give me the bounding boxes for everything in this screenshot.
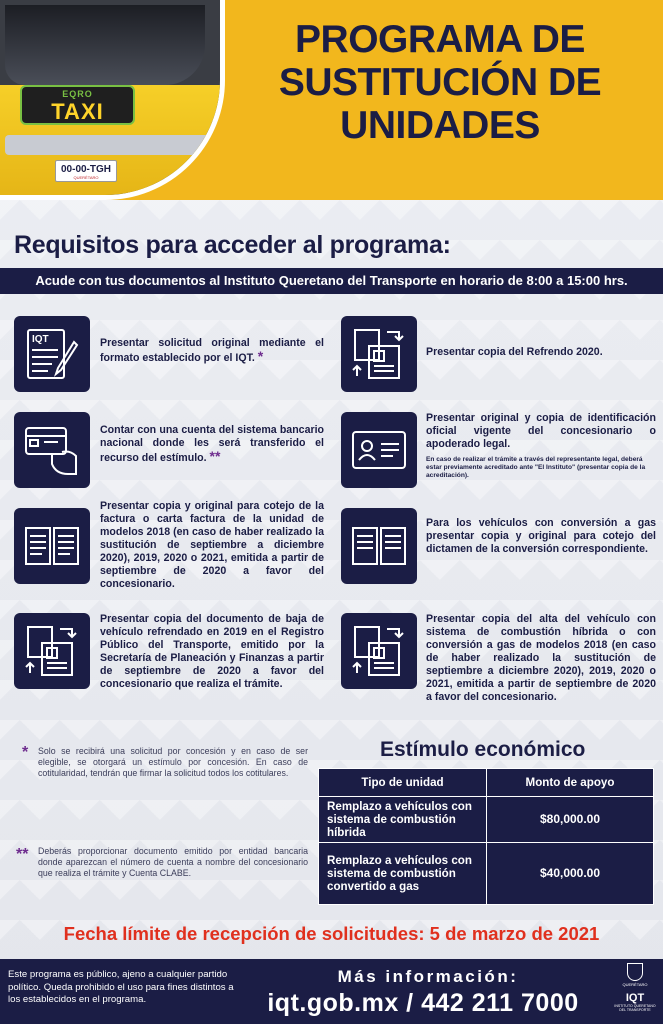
- note-2: Deberás proporcionar documento emitido por entidad bancaria donde aparezcan el número de cuenta a nombre del concesionario que realiza el trámite y Cuenta CLABE.: [38, 846, 308, 878]
- requirement-3-text: Contar con una cuenta del sistema bancario nacional donde les será transferido el recurso del estímulo.: [100, 424, 324, 464]
- title-line-2: SUSTITUCIÓN DE: [278, 61, 602, 104]
- plate-state: QUERÉTARO: [73, 175, 99, 180]
- requirement-4: [426, 412, 656, 480]
- requirement-1-text: Presentar solicitud original mediante el formato establecido por el IQT.: [100, 337, 324, 364]
- contact-link[interactable]: iqt.gob.mx / 442 211 7000: [267, 989, 579, 1017]
- taxi-grille: [5, 135, 215, 155]
- cell-tipo: Remplazo a vehículos con sistema de combustión convertido a gas: [319, 843, 487, 905]
- requirement-7-text: Presentar copia del documento de baja de vehículo refrendado en 2019 en el Registro Público del Transporte, emitido por la Secretaría de Planeación y Finanzas a partir de septiembre de 2020 a favor del concesionario que realiza el trámite.: [100, 613, 324, 690]
- requirement-6-text: Para los vehículos con conversión a gas presentar copia y original para cotejo del dictamen de la conversión correspondiente.: [426, 517, 656, 555]
- document-exchange-icon: [341, 316, 417, 392]
- requirement-8-text: Presentar copia del alta del vehículo con sistema de combustión híbrida o con conversión a gas de modelos 2018 (en caso de haber realizado la sustitución de septiembre a diciembre 2020), 2019, 2020 o 2021, emitida a partir de septiembre de 2020 a favor del concesionario.: [426, 613, 656, 703]
- requirement-4-text: Presentar original y copia de identificación oficial vigente del concesionario o apoderado legal.: [426, 412, 656, 450]
- cell-monto: $40,000.00: [487, 843, 654, 905]
- requirement-1: [100, 337, 324, 365]
- requirement-6: [426, 517, 656, 556]
- state-logo-text: QUERÉTARO: [622, 982, 648, 987]
- document-copies-icon: [341, 508, 417, 584]
- windshield: [5, 5, 205, 85]
- cell-tipo: Remplazo a vehículos con sistema de combustión híbrida: [319, 797, 487, 843]
- col-header-tipo: Tipo de unidad: [319, 769, 487, 797]
- taxi-sign-main: TAXI: [51, 99, 104, 124]
- form-pen-icon: [14, 316, 90, 392]
- requirement-5: [100, 500, 324, 591]
- estimulo-table: [318, 768, 654, 905]
- plate-number: 00-00-TGH: [60, 164, 111, 175]
- requirement-4-note: En caso de realizar el trámite a través del representante legal, deberá estar previamente acreditado ante "El Instituto" (presentar copia de la acreditación).: [426, 456, 646, 479]
- footer: [0, 959, 663, 1024]
- page-title: [230, 18, 650, 147]
- note-1: Solo se recibirá una solicitud por concesión y en caso de ser elegible, se otorgará un estímulo por concesión. En caso de cotitularidad, tendrán que firmar la solicitud todos los cotitulares.: [38, 746, 308, 778]
- office-hours-banner: Acude con tus documentos al Instituto Queretano del Transporte en horario de 8:00 a 15:00 hrs.: [0, 268, 663, 294]
- table-row: [319, 843, 654, 905]
- header-banner: [0, 0, 663, 200]
- svg-text:IQT: IQT: [32, 334, 49, 345]
- estimulo-heading: Estímulo económico: [380, 738, 586, 761]
- footer-logos: [612, 963, 658, 1021]
- cell-monto: $80,000.00: [487, 797, 654, 843]
- note-1-mark: *: [22, 744, 29, 761]
- requirement-7: [100, 613, 324, 691]
- invoice-copies-icon: [14, 508, 90, 584]
- state-shield-icon: [627, 963, 643, 981]
- legal-disclaimer: Este programa es público, ajeno a cualquier partido político. Queda prohibido el uso para fines distintos a los establecidos en el programa.: [8, 969, 234, 1005]
- requirements-heading: Requisitos para acceder al programa:: [14, 231, 451, 259]
- iqt-logo-subtext: INSTITUTO QUERETANO DEL TRANSPORTE: [614, 1004, 656, 1012]
- table-header-row: [319, 769, 654, 797]
- double-asterisk-mark: **: [209, 448, 221, 464]
- title-line-1: PROGRAMA DE: [295, 18, 585, 61]
- document-exchange-icon: [14, 613, 90, 689]
- taxi-sign: [20, 85, 135, 125]
- deadline-text: Fecha límite de recepción de solicitudes: 5 de marzo de 2021: [63, 923, 600, 944]
- title-line-3: UNIDADES: [340, 104, 540, 147]
- more-info-label: Más información:: [337, 967, 519, 986]
- id-card-icon: [341, 412, 417, 488]
- taxi-sign-top: EQRO: [62, 89, 93, 99]
- taxi-illustration: [0, 0, 225, 200]
- col-header-monto: Monto de apoyo: [487, 769, 654, 797]
- table-row: [319, 797, 654, 843]
- requirement-5-text: Presentar copia y original para cotejo de la factura o carta factura de la unidad de modelos 2018 (en caso de haber realizado la sustitución de septiembre a diciembre 2020), 2019, 2020 o 2021, emitida a partir de septiembre de 2020 a favor del concesionario.: [100, 500, 324, 590]
- note-2-mark: **: [16, 846, 29, 863]
- requirement-2-text: Presentar copia del Refrendo 2020.: [426, 346, 603, 358]
- document-exchange-icon: [341, 613, 417, 689]
- iqt-logo: IQT: [625, 992, 645, 1004]
- requirement-3: [100, 424, 324, 465]
- bank-card-hand-icon: [14, 412, 90, 488]
- requirement-8: [426, 613, 656, 704]
- asterisk-mark: *: [257, 348, 264, 364]
- license-plate: [55, 160, 117, 182]
- requirement-2: [426, 346, 656, 359]
